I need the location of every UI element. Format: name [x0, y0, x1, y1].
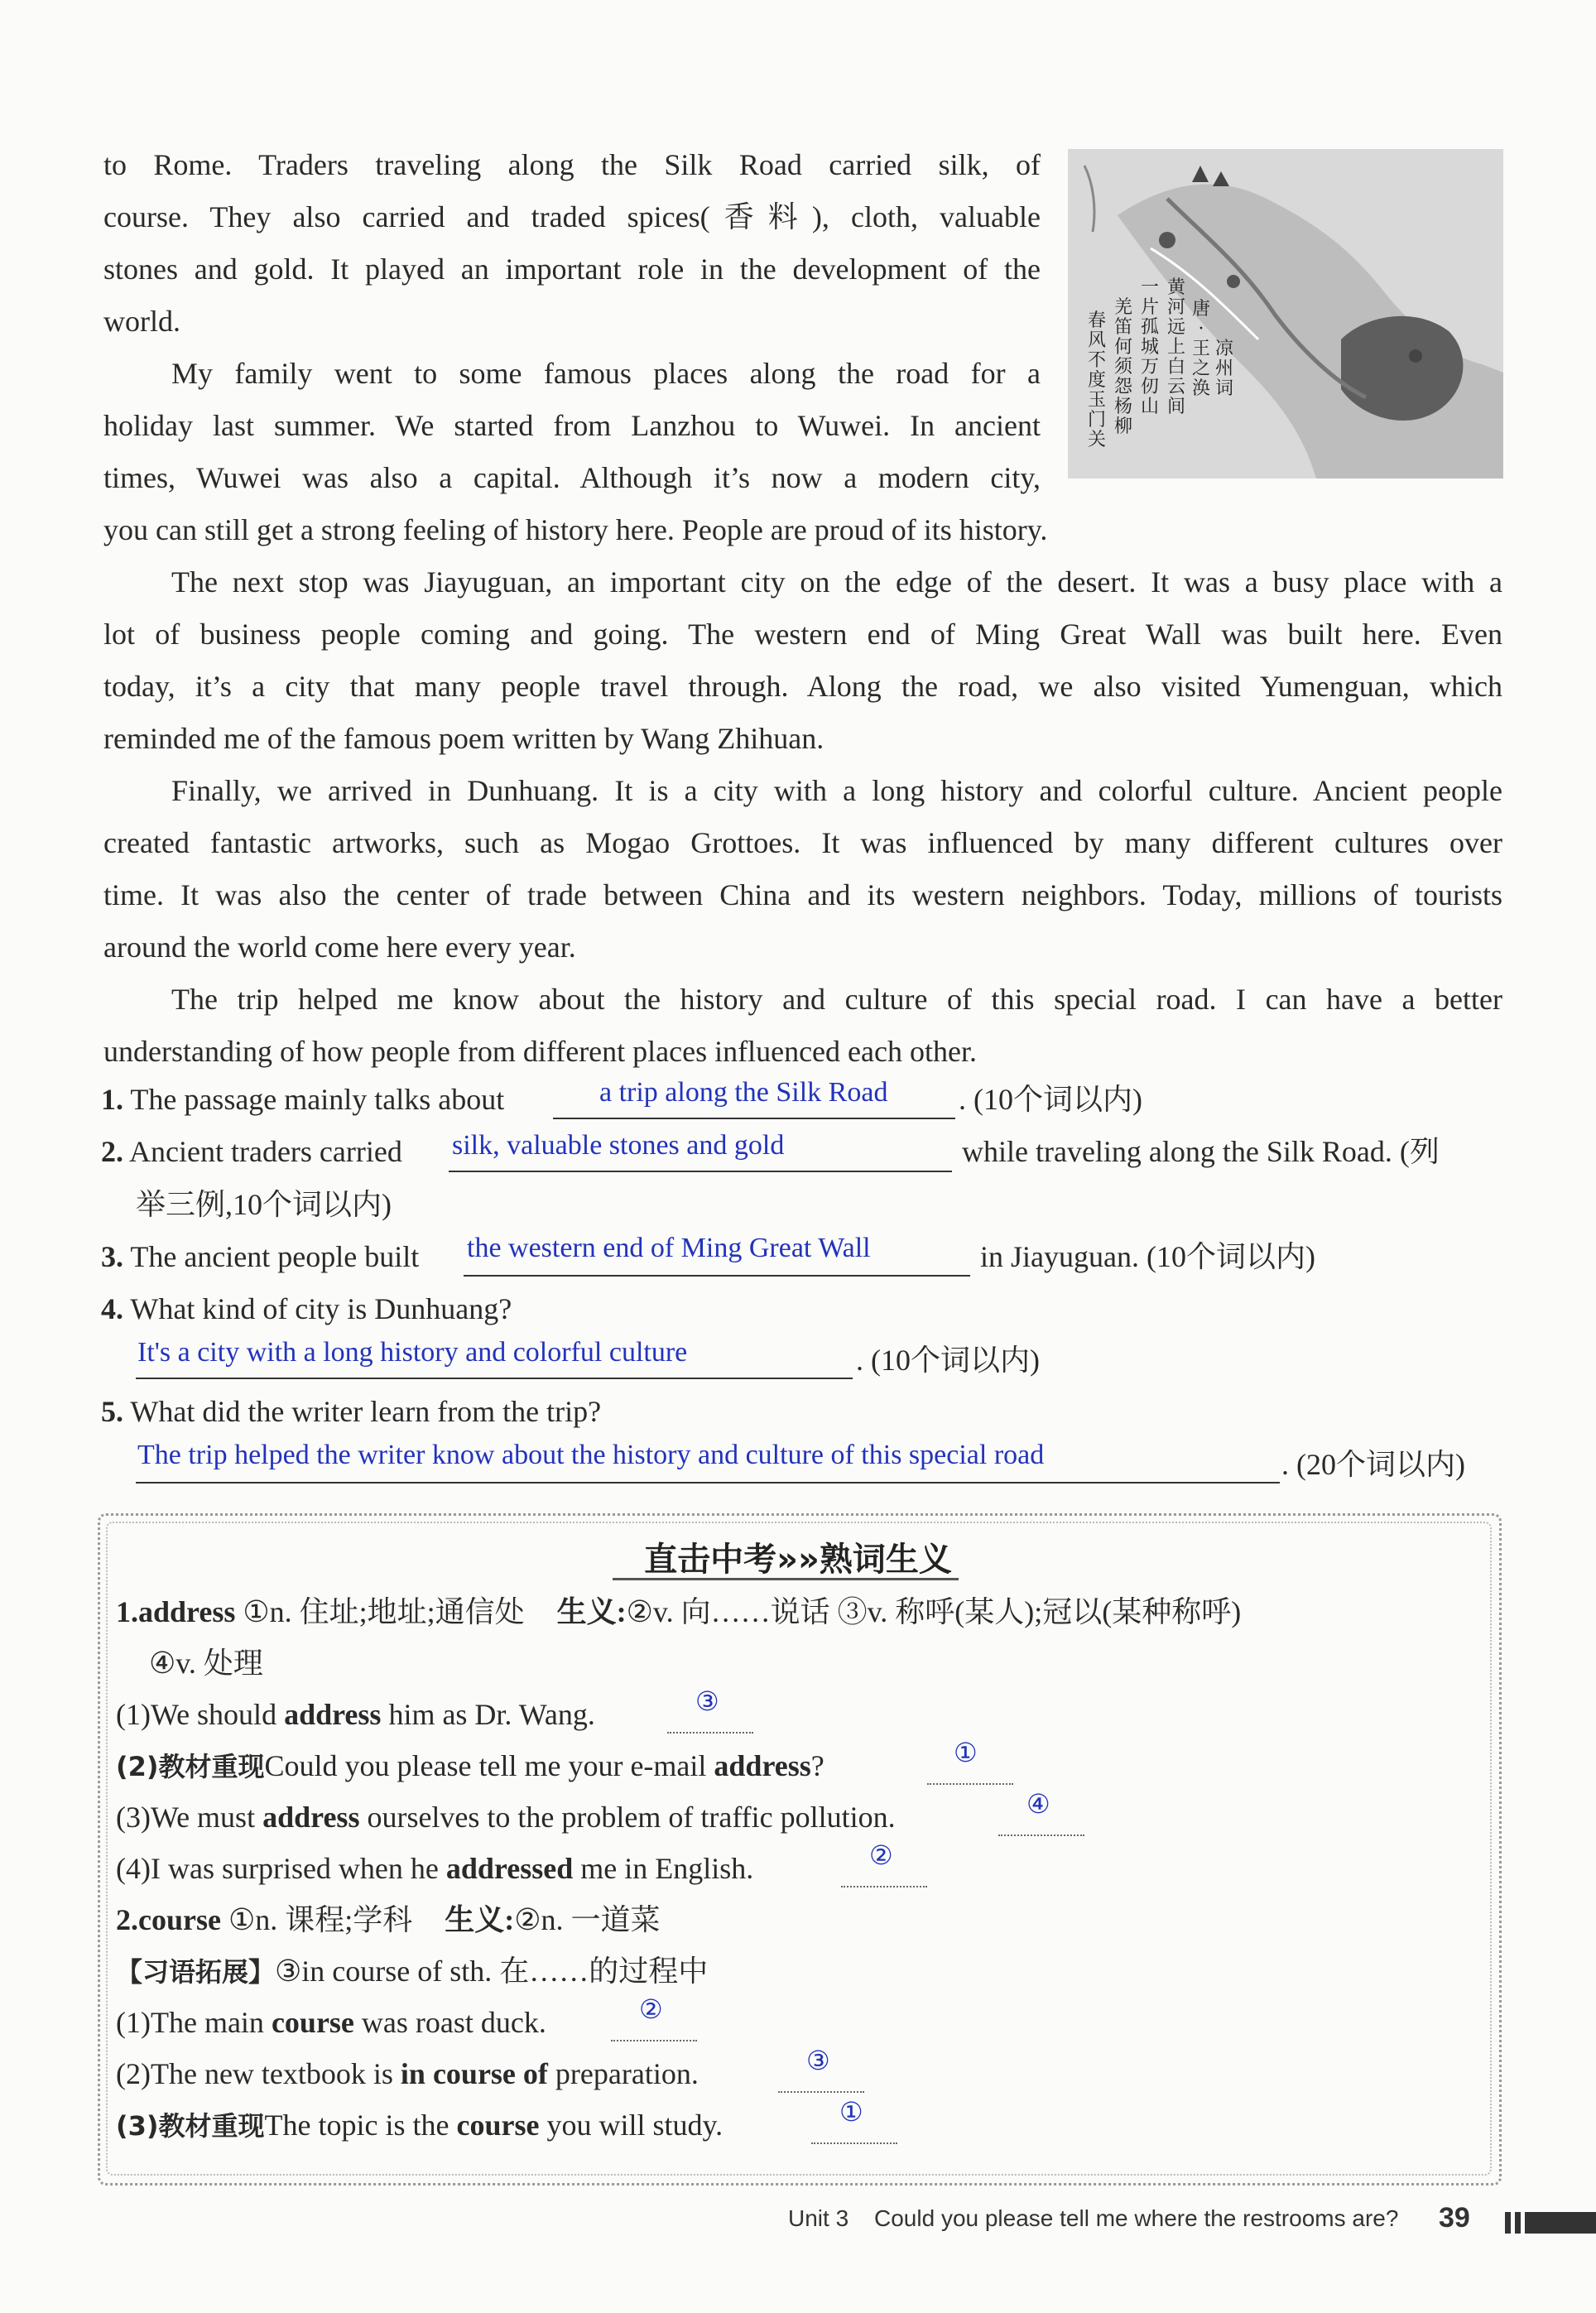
answer-line-1 — [553, 1118, 955, 1119]
title-underline — [613, 1578, 959, 1580]
textbook-tag: (3)教材重现 — [116, 2110, 265, 2142]
question-number: 4. — [101, 1292, 123, 1325]
answer-blank — [998, 1826, 1084, 1836]
poem-line-2 — [1139, 278, 1161, 417]
word-headword: address — [138, 1595, 236, 1628]
paragraph-2 — [103, 348, 1048, 556]
sentence-end: me in English. — [573, 1852, 754, 1885]
poem-line-text: 黄河远上白云间 — [1166, 277, 1185, 417]
text-line: My family went to some famous places along the road for a — [171, 357, 1041, 390]
answer-mark: ① — [954, 1737, 978, 1768]
answer-blank — [927, 1775, 1013, 1785]
answer-3: the western end of Ming Great Wall — [467, 1233, 871, 1263]
sentence-end: was roast duck. — [353, 2006, 546, 2039]
course-item-2 — [116, 2053, 699, 2094]
question-2 — [101, 1131, 402, 1172]
text-line: Finally, we arrived in Dunhuang. It is a city with a long history and colorful culture. Ancient people — [171, 774, 1502, 807]
answer-mark: ③ — [695, 1685, 719, 1717]
text-line: world. — [103, 305, 180, 338]
sentence-start: (3)We must — [116, 1801, 263, 1834]
question-number: 1. — [101, 1083, 123, 1116]
word-2-definition — [116, 1899, 661, 1940]
poem-dynasty — [1190, 300, 1212, 399]
word-number: 1. — [116, 1595, 138, 1628]
word-1-definition — [116, 1591, 1241, 1633]
paragraph-3 — [103, 556, 1502, 765]
answer-blank — [778, 2083, 864, 2093]
paragraph-5 — [103, 974, 1502, 1078]
question-2-tail: while traveling along the Silk Road. (列 — [962, 1135, 1440, 1168]
question-3-tail: in Jiayuguan. (10个词以内) — [980, 1240, 1315, 1273]
sentence-end: him as Dr. Wang. — [381, 1698, 595, 1731]
sentence-start: The topic is the — [264, 2109, 457, 2142]
poem-line-text: 春风不度玉门关 — [1087, 310, 1106, 450]
textbook-tag: (2)教材重现 — [116, 1751, 265, 1782]
text-line: today, it’s a city that many people travel through. Along the road, we also visited Yumenguan, which — [103, 670, 1502, 703]
text-line: lot of business people coming and going. The western end of Ming Great Wall was built here. Even — [103, 618, 1502, 651]
poem-line-4 — [1086, 311, 1108, 450]
new-meaning-label: 生义: — [445, 1903, 515, 1936]
question-4-tail: . (10个词以内) — [856, 1344, 1040, 1377]
question-number: 5. — [101, 1395, 123, 1428]
question-text: The ancient people built — [130, 1240, 420, 1273]
answer-5: The trip helped the writer know about the history and culture of this special road — [137, 1440, 1045, 1470]
silk-road-map-illustration — [1068, 149, 1503, 478]
text-line: time. It was also the center of trade between China and its western neighbors. Today, millions of tourists — [103, 878, 1502, 911]
word-original-meaning: ①n. 课程;学科 — [228, 1903, 413, 1936]
keyword: address — [262, 1801, 360, 1834]
poem-line-text: 羌笛何须怨杨柳 — [1113, 297, 1132, 437]
word-original-meaning: ①n. 住址;地址;通信处 — [243, 1595, 525, 1628]
question-5 — [101, 1391, 601, 1432]
poem-line-1 — [1166, 278, 1187, 417]
answer-1: a trip along the Silk Road — [599, 1077, 888, 1108]
text-line: you can still get a strong feeling of history here. People are proud of its history. — [103, 513, 1048, 546]
answer-mark: ③ — [806, 2045, 830, 2076]
poem-title-text: 凉州词 — [1214, 339, 1233, 399]
answer-mark: ② — [869, 1839, 893, 1871]
question-text: The passage mainly talks about — [130, 1083, 505, 1116]
paragraph-1 — [103, 139, 1041, 348]
address-item-1 — [116, 1694, 595, 1735]
sentence-start: (4)I was surprised when he — [116, 1852, 446, 1885]
new-meaning-label: 生义: — [556, 1595, 627, 1628]
sentence-start: (1)We should — [116, 1698, 285, 1731]
word-new-meaning: ②n. 一道菜 — [514, 1903, 661, 1936]
text-line: created fantastic artworks, such as Mogao Grottoes. It was influenced by many different cultures over — [103, 826, 1502, 859]
text-line: to Rome. Traders traveling along the Silk Road carried silk, of — [103, 148, 1041, 181]
idiom-extension — [116, 1950, 708, 1993]
sentence-start: (2)The new textbook is — [116, 2057, 401, 2090]
answer-4: It's a city with a long history and colorful culture — [137, 1337, 688, 1368]
address-item-2 — [116, 1745, 824, 1787]
word-number: 2. — [116, 1903, 138, 1936]
idiom-label: 【习语拓展】 — [116, 1956, 276, 1988]
footer-title: Could you please tell me where the restrooms are? — [874, 2205, 1399, 2231]
text-line: The trip helped me know about the history and culture of this special road. I can have a better — [171, 983, 1502, 1016]
word-headword: course — [138, 1903, 221, 1936]
sentence-end: ? — [810, 1749, 824, 1782]
paragraph-4 — [103, 765, 1502, 974]
text-line: course. They also carried and traded spices(香料), cloth, valuable — [103, 200, 1041, 233]
question-2-tail-2: 举三例,10个词以内) — [136, 1188, 392, 1221]
keyword: course — [456, 2109, 540, 2142]
idiom-text: ③in course of sth. 在……的过程中 — [275, 1955, 709, 1988]
poem-dynasty-text: 唐·王之涣 — [1191, 299, 1210, 399]
keyword: addressed — [445, 1852, 574, 1885]
question-number: 2. — [101, 1135, 123, 1168]
footer-bar-icon — [1505, 2212, 1596, 2234]
answer-blank — [611, 2032, 697, 2041]
answer-line-4 — [136, 1378, 853, 1379]
question-1 — [101, 1079, 504, 1120]
word-new-meaning: ②v. 向……说话 ③v. 称呼(某人);冠以(某种称呼) — [626, 1595, 1242, 1628]
answer-2: silk, valuable stones and gold — [452, 1130, 785, 1161]
sentence-end: ourselves to the problem of traffic pollution. — [359, 1801, 896, 1834]
answer-mark: ④ — [1026, 1788, 1050, 1820]
sentence-end: you will study. — [539, 2109, 723, 2142]
course-item-3 — [116, 2104, 723, 2147]
poem-line-3 — [1113, 298, 1134, 437]
text-line: around the world come here every year. — [103, 930, 576, 964]
sentence-end: preparation. — [547, 2057, 699, 2090]
poem-title — [1214, 339, 1235, 399]
question-number: 3. — [101, 1240, 123, 1273]
sentence-start: (1)The main — [116, 2006, 272, 2039]
question-text: What kind of city is Dunhuang? — [130, 1292, 512, 1325]
question-4 — [101, 1288, 512, 1330]
answer-blank — [841, 1878, 927, 1887]
vocabulary-box-title: 直击中考»»熟词生义 — [644, 1541, 952, 1579]
answer-line-5 — [136, 1482, 1280, 1483]
question-1-tail: . (10个词以内) — [959, 1083, 1142, 1116]
text-line: stones and gold. It played an important role in the development of the — [103, 252, 1041, 286]
keyword: address — [284, 1698, 382, 1731]
keyword: address — [714, 1749, 811, 1782]
address-item-3 — [116, 1796, 896, 1838]
page-number: 39 — [1439, 2202, 1470, 2234]
answer-mark: ① — [839, 2096, 863, 2128]
answer-blank — [667, 1724, 753, 1734]
text-line: holiday last summer. We started from Lanzhou to Wuwei. In ancient — [103, 409, 1041, 442]
address-item-4 — [116, 1848, 753, 1889]
answer-line-2 — [449, 1171, 952, 1172]
text-line: times, Wuwei was also a capital. Although it’s now a modern city, — [103, 461, 1041, 494]
answer-mark: ② — [639, 1993, 663, 2025]
word-1-definition-cont: ④v. 处理 — [149, 1647, 263, 1680]
text-line: reminded me of the famous poem written by Wang Zhihuan. — [103, 722, 824, 755]
answer-blank — [811, 2134, 897, 2144]
footer-unit: Unit 3 — [788, 2205, 849, 2231]
keyword: course — [271, 2006, 354, 2039]
question-5-tail: . (20个词以内) — [1281, 1448, 1465, 1481]
answer-line-3 — [464, 1275, 970, 1277]
poem-line-text: 一片孤城万仞山 — [1140, 277, 1159, 417]
course-item-1 — [116, 2002, 546, 2043]
text-line: The next stop was Jiayuguan, an important city on the edge of the desert. It was a busy place with a — [171, 565, 1502, 599]
question-text: What did the writer learn from the trip? — [130, 1395, 602, 1428]
text-line: understanding of how people from different places influenced each other. — [103, 1035, 977, 1068]
sentence-start: Could you please tell me your e-mail — [264, 1749, 714, 1782]
question-text: Ancient traders carried — [129, 1135, 402, 1168]
question-3 — [101, 1236, 419, 1277]
keyword: in course of — [400, 2057, 548, 2090]
